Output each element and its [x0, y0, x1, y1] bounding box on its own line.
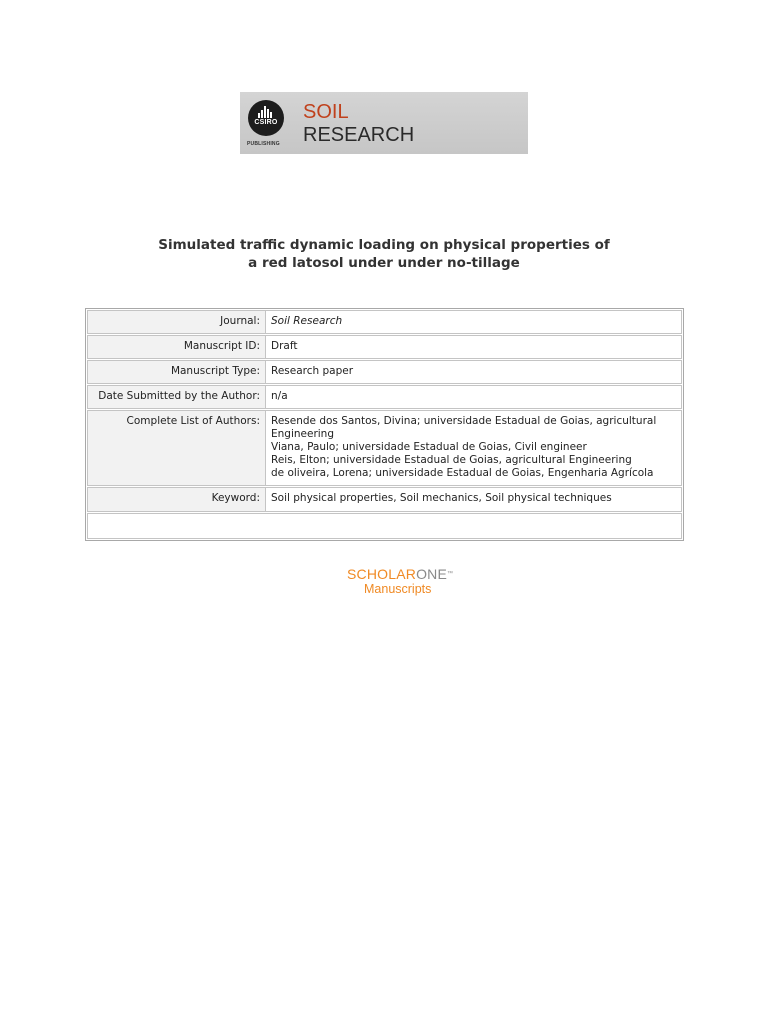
author-line: Viana, Paulo; universidade Estadual de Goias, Civil engineer: [271, 441, 587, 453]
csiro-bars-icon: [258, 106, 274, 118]
csiro-logo-icon: [248, 100, 284, 136]
table-row-journal: [87, 310, 682, 334]
journal-label: Journal:: [88, 311, 266, 333]
manuscript-id-value: Draft: [271, 340, 298, 352]
date-submitted-value: n/a: [271, 390, 288, 402]
scholarone-logo: [347, 566, 453, 597]
author-line: Resende dos Santos, Divina; universidade Estadual de Goias, agricultural: [271, 415, 657, 427]
manuscript-metadata-table: [85, 308, 684, 541]
table-row-keyword: [87, 487, 682, 512]
keyword-value: Soil physical properties, Soil mechanics, Soil physical techniques: [271, 492, 612, 504]
publisher-label: PUBLISHING: [247, 141, 280, 147]
paper-title: [100, 236, 668, 272]
author-line: Reis, Elton; universidade Estadual de Goias, agricultural Engineering: [271, 454, 632, 466]
author-line: de oliveira, Lorena; universidade Estadual de Goias, Engenharia Agrícola: [271, 467, 654, 479]
scholarone-product: Manuscripts: [364, 582, 432, 596]
table-row-authors: [87, 410, 682, 486]
journal-value: Soil Research: [271, 315, 343, 327]
journal-name-line2: RESEARCH: [303, 124, 415, 146]
paper-title-line2: a red latosol under under no-tillage: [248, 255, 520, 271]
journal-logo: [240, 92, 528, 154]
trademark-symbol: ™: [447, 571, 454, 577]
table-row-date-submitted: [87, 385, 682, 409]
author-line: Engineering: [271, 428, 334, 440]
date-submitted-label: Date Submitted by the Author:: [88, 386, 266, 408]
scholarone-brand-scholar: SCHOLAR: [347, 566, 417, 582]
manuscript-id-label: Manuscript ID:: [88, 336, 266, 358]
table-row-empty: [87, 513, 682, 539]
journal-name-line1: SOIL: [303, 101, 349, 123]
manuscript-type-label: Manuscript Type:: [88, 361, 266, 383]
keyword-label: Keyword:: [88, 488, 266, 511]
csiro-mark: CSIRO: [254, 119, 278, 126]
manuscript-type-value: Research paper: [271, 365, 354, 377]
scholarone-brand-one: ONE: [416, 566, 448, 582]
authors-label: Complete List of Authors:: [88, 411, 266, 485]
table-row-manuscript-id: [87, 335, 682, 359]
paper-title-line1: Simulated traffic dynamic loading on physical properties of: [158, 237, 610, 253]
table-row-manuscript-type: [87, 360, 682, 384]
scholarone-brand: [347, 566, 453, 582]
authors-list: [271, 415, 677, 480]
